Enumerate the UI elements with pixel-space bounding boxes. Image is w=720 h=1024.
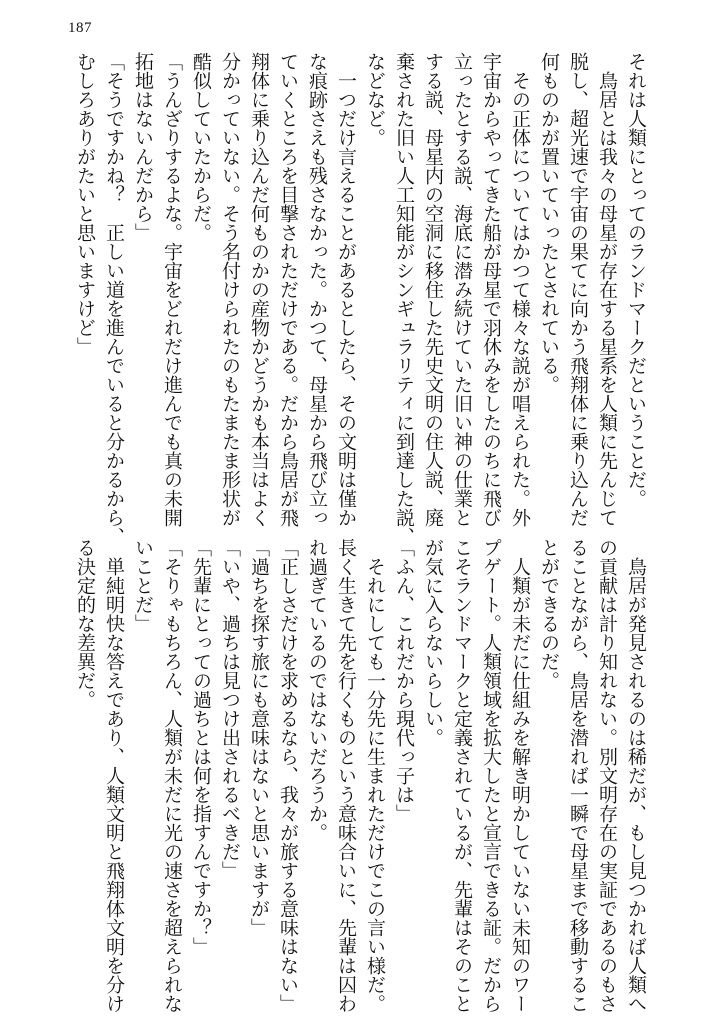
text-line: する説、母星内の空洞に移住した先史文明の住人説、廃 bbox=[422, 52, 444, 527]
text-line: 人類が未だに仕組みを解き明かしていない未知のワー bbox=[509, 538, 531, 1013]
text-line: 分かっていない。そう名付けられたのもたまたま形状が bbox=[219, 52, 241, 527]
text-line: ていくところを目撃されただけである。だから鳥居が飛 bbox=[277, 52, 299, 527]
text-line: とができるのだ。 bbox=[538, 538, 560, 690]
text-line: こそランドマークと定義されているが、先輩はそのこと bbox=[451, 538, 473, 1013]
text-line: プゲート。人類領域を拡大したと宣言できる証。だから bbox=[480, 538, 502, 1013]
text-line: 棄された旧い人工知能がシンギュラリティに到達した説、 bbox=[393, 52, 415, 546]
text-line: それにしても一分先に生まれただけでこの言い様だ。 bbox=[364, 538, 386, 1013]
text-line: 「過ちを探す旅にも意味はないと思いますが」 bbox=[248, 538, 270, 937]
text-line: 「正しさだけを求めるなら、我々が旅する意味はない」 bbox=[277, 538, 299, 1013]
text-line: の貢献は計り知れない。別文明存在の実証であるのもさ bbox=[596, 538, 618, 1013]
text-line: 「先輩にとっての過ちとは何を指すんですか？」 bbox=[190, 538, 212, 956]
text-line: ることながら、鳥居を潜れば一瞬で母星まで移動するこ bbox=[567, 538, 589, 1013]
text-line: 「ふん、これだから現代っ子は」 bbox=[393, 538, 415, 823]
text-line: 鳥居が発見されるのは稀だが、もし見つかれば人類へ bbox=[625, 538, 647, 1013]
text-line: が気に入らないらしい。 bbox=[422, 538, 444, 747]
text-line: 「いや、過ちは見つけ出されるべきだ」 bbox=[219, 538, 241, 880]
text-line: 長く生きて先を行くものという意味合いに、先輩は囚わ bbox=[335, 538, 357, 1013]
text-line: いことだ」 bbox=[132, 538, 154, 633]
text-line: 脱し、超光速で宇宙の果てに向かう飛翔体に乗り込んだ bbox=[567, 52, 589, 527]
text-line: その正体についてはかつて様々な説が唱えられた。外 bbox=[509, 52, 531, 527]
text-line: 翔体に乗り込んだ何ものかの産物かどうかも本当はよく bbox=[248, 52, 270, 527]
text-line: 宇宙からやってきた船が母星で羽休みをしたのちに飛び bbox=[480, 52, 502, 527]
text-line: る決定的な差異だ。 bbox=[74, 538, 96, 709]
text-line: 「そりゃもちろん、人類が未だに光の速さを超えられな bbox=[161, 538, 183, 1013]
text-line: 鳥居とは我々の母星が存在する星系を人類に先んじて bbox=[596, 52, 618, 527]
text-line: むしろありがたいと思いますけど」 bbox=[74, 52, 96, 356]
text-line: 単純明快な答えであり、人類文明と飛翔体文明を分け bbox=[103, 538, 125, 1013]
text-line: 何ものかが置いていったとされている。 bbox=[538, 52, 560, 394]
upper-text-block bbox=[50, 52, 650, 546]
page-number: 187 bbox=[68, 20, 92, 36]
text-line: 酷似していたからだ。 bbox=[190, 52, 212, 242]
text-line: 一つだけ言えることがあるとしたら、その文明は僅か bbox=[335, 52, 357, 527]
text-line: それは人類にとってのランドマークだということだ。 bbox=[625, 52, 647, 508]
text-line: 「うんざりするよな。宇宙をどれだけ進んでも真の未開 bbox=[161, 52, 183, 527]
text-line: れ過ぎているのではないだろうか。 bbox=[306, 538, 328, 842]
text-line: 「そうですかね？ 正しい道を進んでいると分かるから、 bbox=[103, 52, 125, 546]
text-line: 拓地はないんだから」 bbox=[132, 52, 154, 242]
lower-text-block bbox=[50, 538, 650, 1013]
text-line: などなど。 bbox=[364, 52, 386, 147]
text-line: な痕跡さえも残さなかった。かつて、母星から飛び立っ bbox=[306, 52, 328, 527]
text-line: 立ったとする説、海底に潜み続けていた旧い神の仕業と bbox=[451, 52, 473, 527]
